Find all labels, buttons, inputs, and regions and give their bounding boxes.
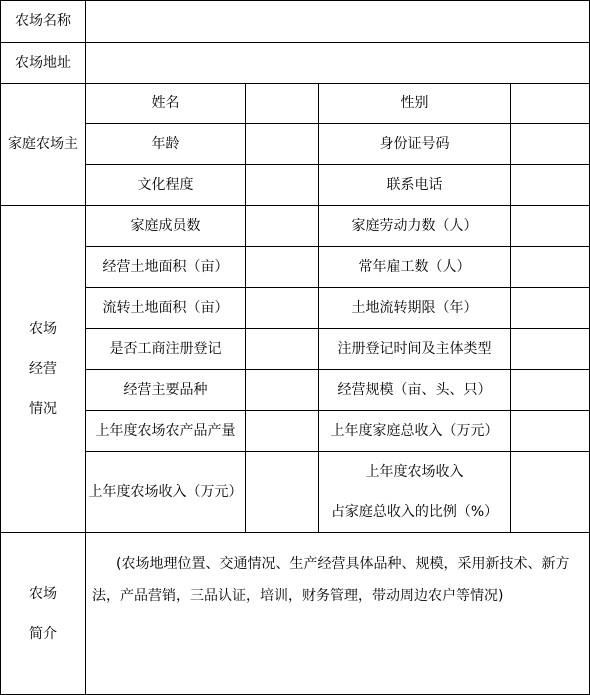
intro-label-line: 农场: [29, 585, 57, 602]
registration-time-field[interactable]: [511, 329, 589, 369]
operated-land-field[interactable]: [246, 247, 318, 287]
owner-education-label: 文化程度: [137, 176, 194, 193]
farm-name-field[interactable]: [86, 1, 589, 42]
business-registered-field[interactable]: [246, 329, 318, 369]
operation-label-line: 情况: [29, 401, 57, 417]
transferred-land-label: 流转土地面积（亩）: [102, 299, 229, 316]
last-year-output-label: 上年度农场农产品产量: [95, 422, 236, 439]
intro-hint-text: (农场地理位置、交通情况、生产经营具体品种、规模，采用新技术、新方法，产品营销，三品认证，培训，财务管理，带动周边农户等情况): [92, 556, 570, 604]
operated-land-label: 经营土地面积（亩）: [102, 258, 229, 275]
permanent-hired-label: 常年雇工数（人）: [358, 258, 471, 275]
business-scale-field[interactable]: [511, 370, 589, 410]
farm-address-field[interactable]: [86, 43, 589, 83]
last-year-household-income-label: 上年度家庭总收入（万元）: [330, 422, 499, 439]
operation-section-label: [1, 206, 85, 532]
business-registered-label: 是否工商注册登记: [109, 340, 222, 357]
owner-gender-field[interactable]: [511, 84, 589, 123]
operation-label-line: 农场: [29, 321, 57, 337]
family-labor-field[interactable]: [511, 206, 589, 246]
transferred-land-field[interactable]: [246, 288, 318, 328]
last-year-household-income-field[interactable]: [511, 411, 589, 451]
main-products-label: 经营主要品种: [123, 381, 208, 398]
transfer-term-label: 土地流转期限（年）: [351, 299, 478, 316]
family-labor-label: 家庭劳动力数（人）: [351, 217, 478, 234]
family-members-label: 家庭成员数: [130, 217, 201, 234]
owner-gender-label: 性别: [400, 95, 429, 112]
last-year-farm-income-field[interactable]: [246, 452, 318, 532]
family-members-field[interactable]: [246, 206, 318, 246]
farm-income-share-label: [319, 452, 510, 532]
owner-section-label: 家庭农场主: [8, 136, 78, 153]
business-scale-label: 经营规模（亩、头、只）: [337, 381, 492, 398]
farm-income-share-field[interactable]: [511, 452, 589, 532]
owner-phone-field[interactable]: [511, 165, 589, 205]
owner-id-number-label: 身份证号码: [379, 135, 450, 152]
farm-income-share-line: 上年度农场收入: [365, 464, 464, 480]
last-year-farm-income-label: 上年度农场收入（万元）: [88, 483, 243, 500]
main-products-field[interactable]: [246, 370, 318, 410]
owner-id-number-field[interactable]: [511, 124, 589, 164]
owner-age-label: 年龄: [151, 135, 180, 152]
farm-income-share-line: 占家庭总收入的比例（%）: [330, 504, 499, 520]
owner-phone-label: 联系电话: [386, 176, 443, 193]
farm-name-label: 农场名称: [15, 13, 71, 30]
transfer-term-field[interactable]: [511, 288, 589, 328]
owner-education-field[interactable]: [246, 165, 318, 205]
owner-name-label: 姓名: [151, 95, 180, 112]
permanent-hired-field[interactable]: [511, 247, 589, 287]
last-year-output-field[interactable]: [246, 411, 318, 451]
registration-time-label: 注册登记时间及主体类型: [337, 340, 492, 357]
owner-age-field[interactable]: [246, 124, 318, 164]
owner-name-field[interactable]: [246, 84, 318, 123]
operation-label-line: 经营: [29, 361, 57, 377]
intro-section-label: [1, 533, 85, 694]
intro-label-line: 简介: [29, 625, 57, 642]
farm-address-label: 农场地址: [15, 54, 71, 71]
